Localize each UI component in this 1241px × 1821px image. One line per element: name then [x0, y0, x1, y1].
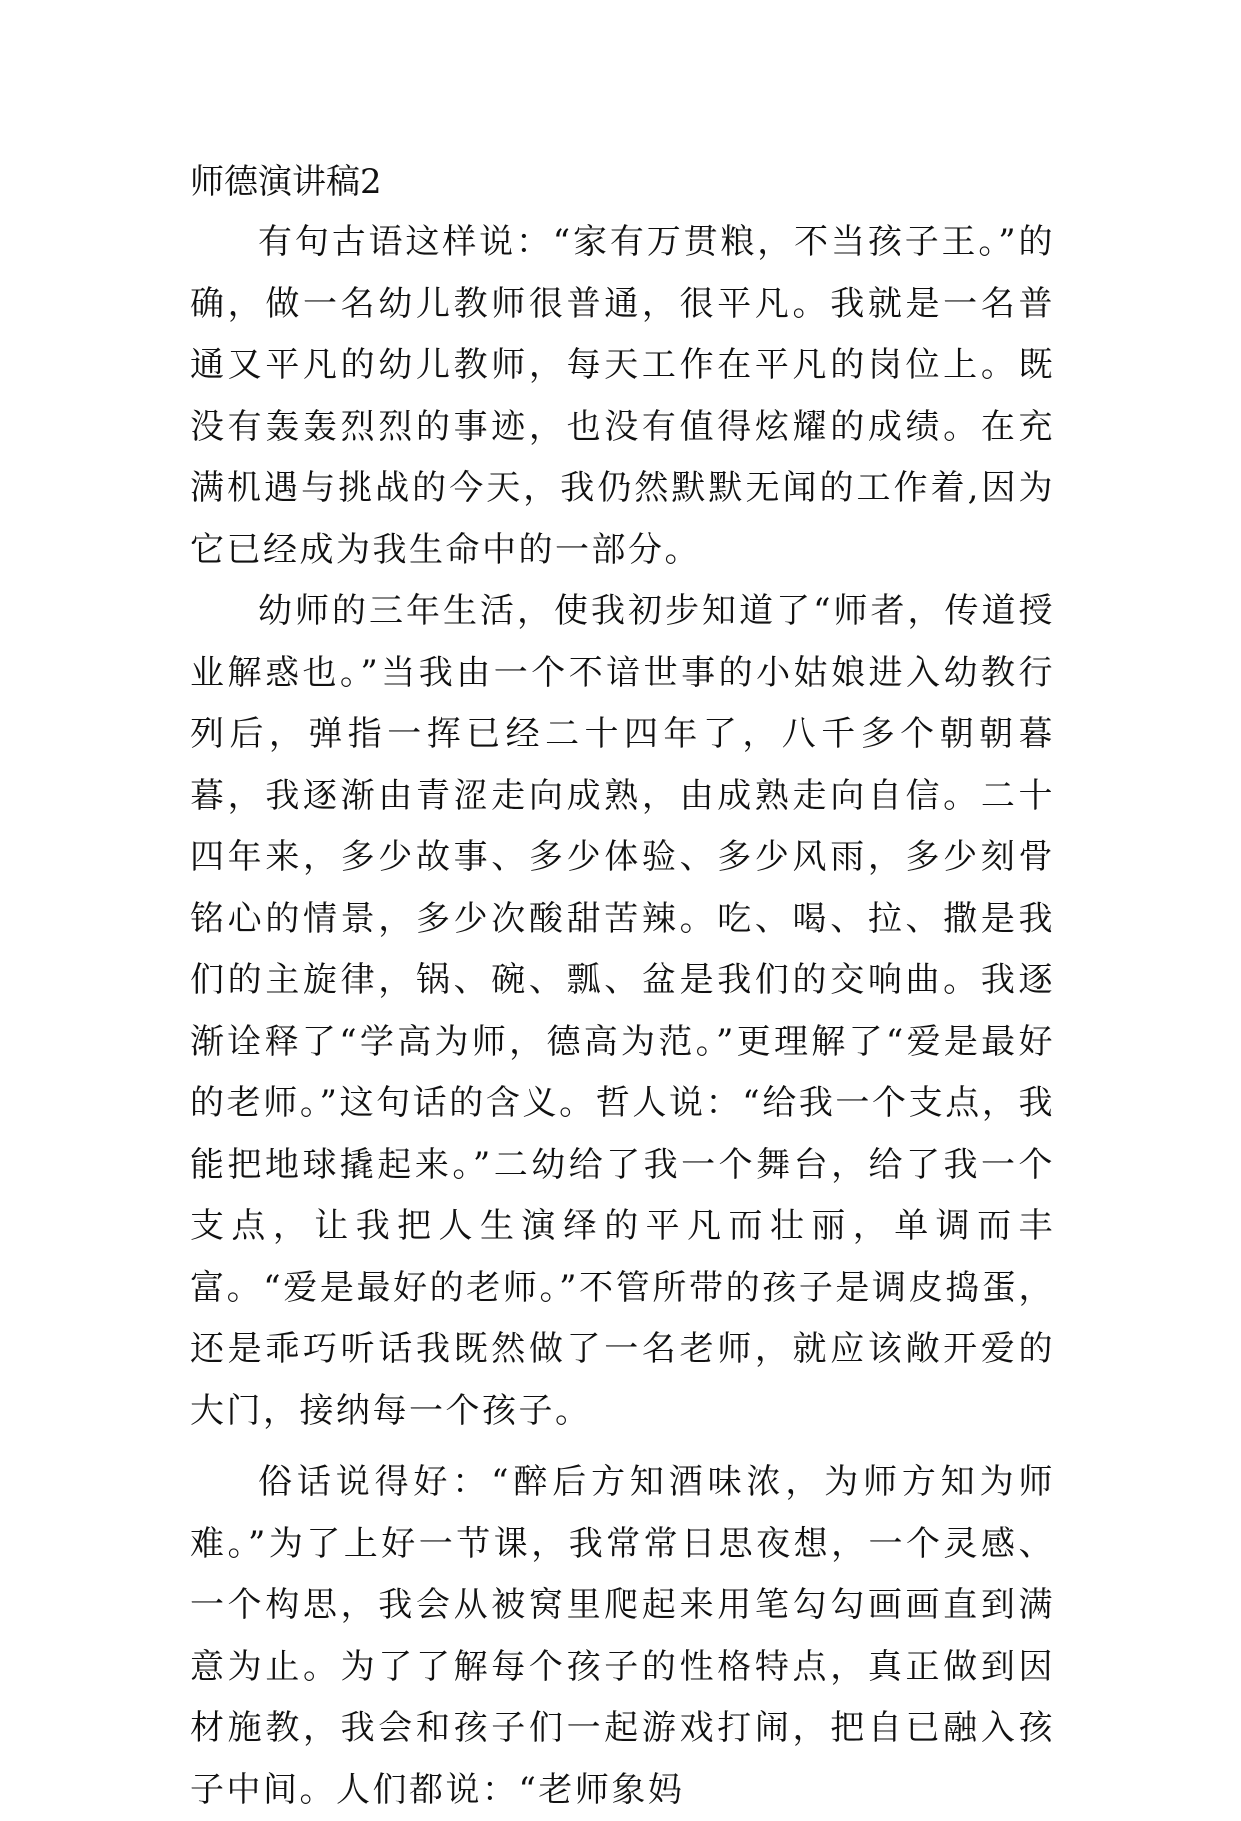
paragraph-2: 幼师的三年生活，使我初步知道了“师者，传道授业解惑也。”当我由一个不谙世事的小姑娘进入幼教行列后，弹指一挥已经二十四年了，八千多个朝朝暮暮，我逐渐由青涩走向成熟，由成熟走向自信。二十四年来，多少故事、多少体验、多少风雨，多少刻骨铭心的情景，多少次酸甜苦辣。吃、喝、拉、撒是我们的主旋律，锅、碗、瓢、盆是我们的交响曲。我逐渐诠释了“学高为师，德高为范。”更理解了“爱是最好的老师。”这句话的含义。哲人说：“给我一个支点，我能把地球撬起来。”二幼给了我一个舞台，给了我一个支点，让我把人生演绎的平凡而壮丽，单调而丰富。“爱是最好的老师。”不管所带的孩子是调皮捣蛋，还是乖巧听话我既然做了一名老师，就应该敞开爱的大门，接纳每一个孩子。 [190, 591, 1055, 1431]
document-body [190, 212, 1055, 1821]
document-title: 师德演讲稿2 [190, 162, 382, 202]
paragraph-3: 俗话说得好：“醉后方知酒味浓，为师方知为师难。”为了上好一节课，我常常日思夜想，一个灵感、一个构思，我会从被窝里爬起来用笔勾勾画画直到满意为止。为了了解每个孩子的性格特点，真正做到因材施教，我会和孩子们一起游戏打闹，把自已融入孩子中间。人们都说：“老师象妈 [190, 1462, 1055, 1810]
paragraph-1: 有句古语这样说：“家有万贯粮，不当孩子王。”的确，做一名幼儿教师很普通，很平凡。我就是一名普通又平凡的幼儿教师，每天工作在平凡的岗位上。既没有轰轰烈烈的事迹，也没有值得炫耀的成绩。在充满机遇与挑战的今天，我仍然默默无闻的工作着,因为它已经成为我生命中的一部分。 [190, 222, 1055, 570]
